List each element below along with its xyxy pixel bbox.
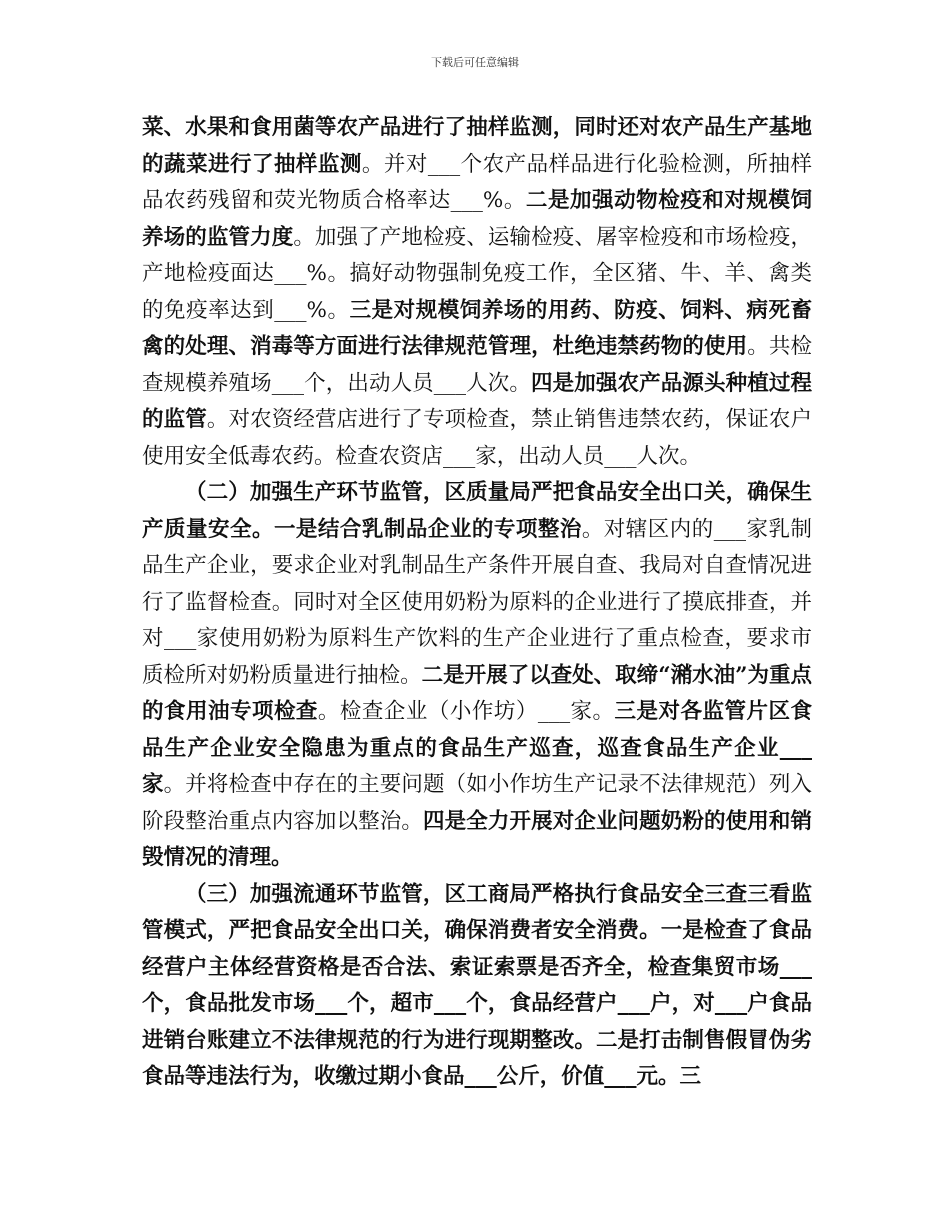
bold-text-run: 三是对各监管片区食品生产企业安全隐患为重点的食品生产巡查，巡查食品生产企业___家	[142, 699, 812, 797]
text-run: 。对辖区内的___家乳制品生产企业，要求企业对乳制品生产条件开展自查、我局对自查情况进行了监督检查。同时对全区使用奶粉为原料的企业进行了摸底排查，并对___家使用奶粉为原料生产饮料的生产企业进行了重点检查，要求市质检所对奶粉质量进行抽检。	[142, 516, 812, 688]
bold-text-run: 菜、水果和食用菌等农产品进行了抽样监测，同时还对农产品生产基地的蔬菜进行了抽样监测	[142, 115, 812, 177]
document-body	[142, 110, 812, 1096]
page-header: 下载后可任意编辑	[431, 56, 519, 69]
bold-text-run: 四是全力开展对企业问题奶粉的使用和销毁情况的清理。	[142, 808, 812, 870]
text-run: 。并对___个农产品样品进行化验检测，所抽样品农药残留和荧光物质合格率达___%。	[142, 151, 812, 213]
paragraph	[142, 475, 812, 877]
bold-text-run: （二）加强生产环节监管，区质量局严把食品安全出口关，确保生产质量安全。一是结合乳制品企业的专项整治	[142, 480, 812, 542]
bold-text-run: 四是加强农产品源头种植过程的监管	[142, 370, 812, 432]
paragraph	[142, 877, 812, 1096]
text-run: 。共检查规模养殖场___个，出动人员___人次。	[142, 334, 812, 396]
bold-text-run: 二是加强动物检疫和对规模饲养场的监管力度	[142, 188, 812, 250]
bold-text-run: 二是开展了以查处、取缔“潲水油”为重点的食用油专项检查	[142, 662, 812, 724]
text-run: 。检查企业（小作坊）___家。	[317, 699, 615, 724]
paragraph	[142, 110, 812, 475]
bold-text-run: 三是对规模饲养场的用药、防疫、饲料、病死畜禽的处理、消毒等方面进行法律规范管理，杜绝违禁药物的使用	[142, 297, 812, 359]
bold-text-run: （三）加强流通环节监管，区工商局严格执行食品安全三查三看监管模式，严把食品安全出口关，确保消费者安全消费。一是检查了食品经营户主体经营资格是否合法、索证索票是否齐全，检查集贸市场___个，食品批发市场___个，超市___个，食品经营户___户，对___户食品进销台账建立不法律规范的行为进行现期整改。二是打击制售假冒伪劣食品等违法行为，收缴过期小食品___公斤，价值___元。三	[142, 881, 812, 1089]
text-run: 。对农资经营店进行了专项检查，禁止销售违禁农药，保证农户使用安全低毒农药。检查农资店___家，出动人员___人次。	[142, 407, 812, 469]
text-run: 。并将检查中存在的主要问题（如小作坊生产记录不法律规范）列入阶段整治重点内容加以整治。	[142, 772, 812, 834]
text-run: 。加强了产地检疫、运输检疫、屠宰检疫和市场检疫，产地检疫面达___%。搞好动物强制免疫工作，全区猪、牛、羊、禽类的免疫率达到___%。	[142, 224, 812, 323]
